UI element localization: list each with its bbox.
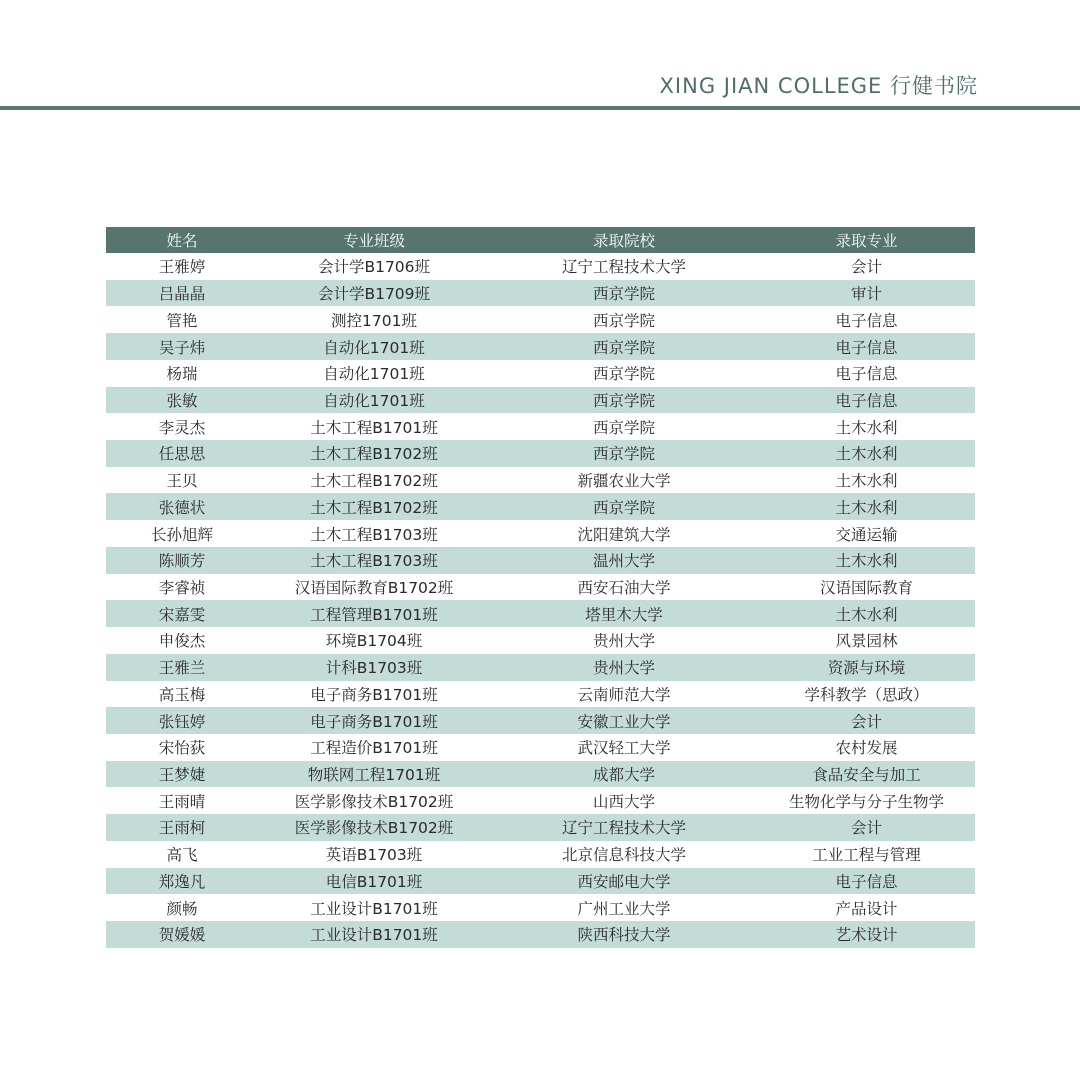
column-header-name: 姓名 (106, 227, 258, 253)
cell-class: 土木工程B1701班 (310, 418, 438, 437)
cell-class: 土木工程B1703班 (310, 525, 438, 544)
cell-major: 交通运输 (835, 525, 898, 544)
cell-class: 英语B1703班 (325, 846, 423, 865)
cell-class: 土木工程B1702班 (258, 493, 490, 520)
cell-university: 西京学院 (490, 440, 758, 467)
cell-major: 土木水利 (835, 418, 898, 437)
table-body (106, 253, 975, 948)
cell-university: 西京学院 (490, 493, 758, 520)
cell-university: 贵州大学 (592, 632, 655, 651)
cell-class: 电子商务B1701班 (258, 707, 490, 734)
cell-class: 工业设计B1701班 (258, 921, 490, 948)
column-header-major: 录取专业 (758, 227, 975, 253)
cell-major: 电子信息 (835, 365, 898, 384)
cell-university: 西安邮电大学 (490, 868, 758, 895)
cell-class: 物联网工程1701班 (258, 761, 490, 788)
cell-university: 广州工业大学 (577, 899, 671, 918)
college-title: XING JIAN COLLEGE 行健书院 (659, 74, 978, 98)
table-row (106, 654, 975, 681)
table-row (106, 734, 975, 761)
table-row (106, 868, 975, 895)
cell-university: 西京学院 (490, 280, 758, 307)
table-row (106, 360, 975, 387)
cell-name: 宋怡荻 (158, 739, 206, 758)
table-row (106, 841, 975, 868)
cell-name: 高玉梅 (158, 685, 206, 704)
cell-class: 自动化1701班 (258, 333, 490, 360)
table-row (106, 333, 975, 360)
cell-major: 电子信息 (758, 868, 975, 895)
cell-class: 土木工程B1703班 (258, 547, 490, 574)
table-row (106, 681, 975, 708)
cell-class: 汉语国际教育B1702班 (294, 578, 454, 597)
cell-name: 任思思 (106, 440, 258, 467)
cell-university: 温州大学 (490, 547, 758, 574)
table-row (106, 387, 975, 414)
cell-university: 北京信息科技大学 (561, 846, 686, 865)
table-row (106, 787, 975, 814)
cell-university: 新疆农业大学 (577, 472, 671, 491)
table-row (106, 413, 975, 440)
table-row (106, 467, 975, 494)
cell-name: 王雨柯 (106, 814, 258, 841)
table-header (106, 227, 975, 253)
cell-university: 塔里木大学 (490, 600, 758, 627)
cell-major: 电子信息 (758, 387, 975, 414)
column-header-university: 录取院校 (490, 227, 758, 253)
cell-name: 王雨晴 (158, 792, 206, 811)
header-divider (0, 106, 1080, 110)
cell-name: 颜畅 (166, 899, 198, 918)
cell-name: 张德状 (106, 493, 258, 520)
cell-university: 云南师范大学 (577, 685, 671, 704)
cell-name: 贺媛媛 (106, 921, 258, 948)
cell-major: 电子信息 (835, 311, 898, 330)
cell-university: 武汉轻工大学 (577, 739, 671, 758)
cell-class: 土木工程B1702班 (310, 472, 438, 491)
cell-class: 会计学B1706班 (317, 258, 431, 277)
cell-university: 西安石油大学 (577, 578, 671, 597)
cell-name: 张钰婷 (106, 707, 258, 734)
cell-major: 土木水利 (758, 440, 975, 467)
cell-class: 医学影像技术B1702班 (294, 792, 454, 811)
cell-major: 食品安全与加工 (758, 761, 975, 788)
cell-major: 学科教学（思政） (804, 685, 929, 704)
cell-major: 风景园林 (835, 632, 898, 651)
cell-name: 王雅婷 (158, 258, 206, 277)
table-row (106, 493, 975, 520)
cell-major: 资源与环境 (758, 654, 975, 681)
cell-major: 电子信息 (758, 333, 975, 360)
cell-major: 汉语国际教育 (819, 578, 913, 597)
cell-class: 测控1701班 (331, 311, 417, 330)
table-row (106, 761, 975, 788)
header-row (106, 227, 975, 253)
cell-university: 辽宁工程技术大学 (561, 258, 686, 277)
table-row (106, 306, 975, 333)
cell-name: 王贝 (166, 472, 198, 491)
cell-major: 土木水利 (758, 600, 975, 627)
cell-class: 土木工程B1702班 (258, 440, 490, 467)
table-row (106, 894, 975, 921)
cell-class: 计科B1703班 (258, 654, 490, 681)
cell-class: 会计学B1709班 (258, 280, 490, 307)
cell-name: 李灵杰 (158, 418, 206, 437)
cell-university: 西京学院 (592, 365, 655, 384)
cell-name: 吕晶晶 (106, 280, 258, 307)
cell-name: 宋嘉雯 (106, 600, 258, 627)
cell-major: 生物化学与分子生物学 (788, 792, 944, 811)
table-row (106, 707, 975, 734)
cell-class: 工业设计B1701班 (310, 899, 438, 918)
table-row (106, 547, 975, 574)
cell-class: 自动化1701班 (323, 365, 425, 384)
table-row (106, 520, 975, 547)
cell-major: 艺术设计 (758, 921, 975, 948)
table-row (106, 814, 975, 841)
cell-university: 西京学院 (592, 418, 655, 437)
cell-class: 电信B1701班 (258, 868, 490, 895)
table-row (106, 280, 975, 307)
cell-class: 工程管理B1701班 (258, 600, 490, 627)
cell-name: 王雅兰 (106, 654, 258, 681)
cell-name: 陈顺芳 (106, 547, 258, 574)
cell-university: 西京学院 (490, 387, 758, 414)
cell-university: 山西大学 (592, 792, 655, 811)
cell-university: 陕西科技大学 (490, 921, 758, 948)
cell-university: 成都大学 (490, 761, 758, 788)
cell-university: 沈阳建筑大学 (577, 525, 671, 544)
cell-major: 会计 (850, 258, 882, 277)
cell-name: 李睿祯 (158, 578, 206, 597)
cell-university: 西京学院 (490, 333, 758, 360)
cell-major: 会计 (758, 707, 975, 734)
cell-class: 医学影像技术B1702班 (258, 814, 490, 841)
table-row (106, 253, 975, 280)
cell-major: 产品设计 (835, 899, 898, 918)
table-row (106, 921, 975, 948)
cell-name: 高飞 (166, 846, 198, 865)
cell-major: 土木水利 (758, 547, 975, 574)
cell-university: 西京学院 (592, 311, 655, 330)
table-row (106, 440, 975, 467)
cell-major: 审计 (758, 280, 975, 307)
cell-university: 贵州大学 (490, 654, 758, 681)
cell-major: 农村发展 (835, 739, 898, 758)
cell-name: 吴子炜 (106, 333, 258, 360)
cell-name: 王梦婕 (106, 761, 258, 788)
cell-class: 电子商务B1701班 (310, 685, 438, 704)
table-row (106, 627, 975, 654)
table-row (106, 574, 975, 601)
cell-class: 工程造价B1701班 (310, 739, 438, 758)
cell-class: 自动化1701班 (258, 387, 490, 414)
cell-major: 土木水利 (835, 472, 898, 491)
cell-major: 土木水利 (758, 493, 975, 520)
admissions-table (106, 227, 975, 948)
cell-major: 工业工程与管理 (812, 846, 921, 865)
cell-name: 管艳 (166, 311, 198, 330)
table-row (106, 600, 975, 627)
cell-major: 会计 (758, 814, 975, 841)
column-header-class: 专业班级 (258, 227, 490, 253)
cell-university: 辽宁工程技术大学 (490, 814, 758, 841)
cell-class: 环境B1704班 (325, 632, 423, 651)
cell-name: 张敏 (106, 387, 258, 414)
cell-name: 长孙旭辉 (150, 525, 213, 544)
cell-name: 杨瑞 (166, 365, 198, 384)
cell-name: 郑逸凡 (106, 868, 258, 895)
cell-name: 申俊杰 (158, 632, 206, 651)
cell-university: 安徽工业大学 (490, 707, 758, 734)
